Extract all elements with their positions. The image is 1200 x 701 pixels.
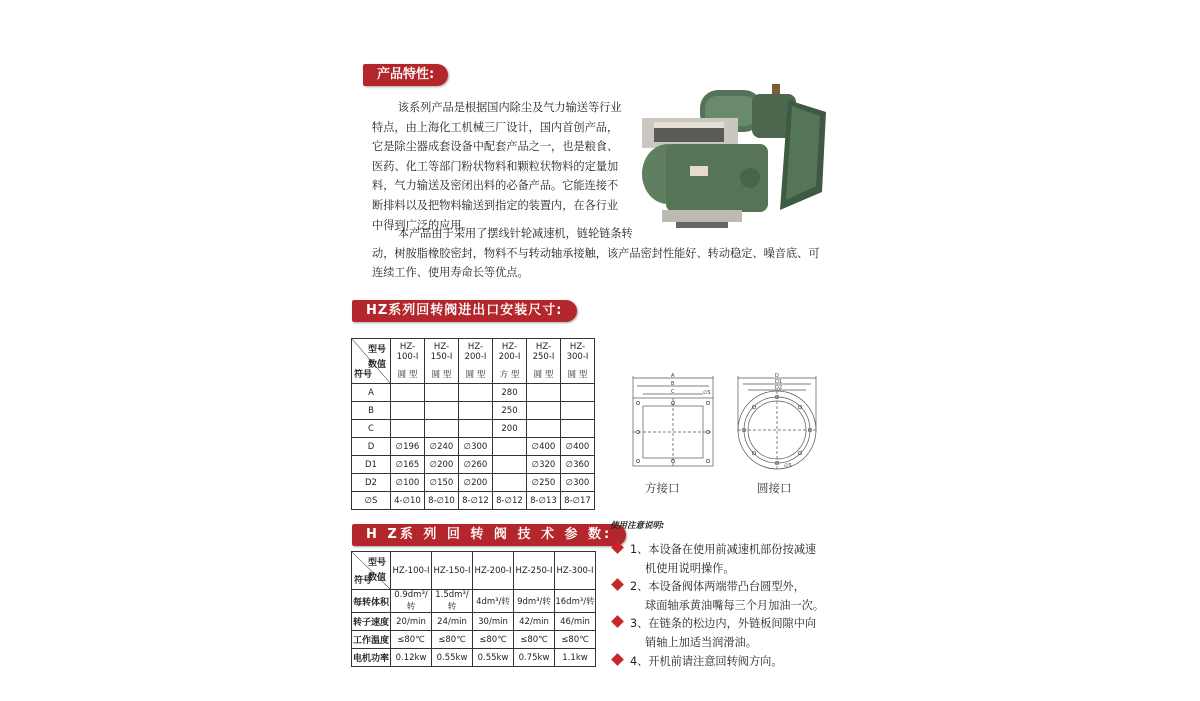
section-title-features: 产品特性: <box>363 64 448 86</box>
model-header: HZ-150-Ⅰ 圆 型 <box>425 339 459 384</box>
table-row: 每转体积 0.9dm³/转 1.5dm³/转 4dm³/转 9dm³/转 16dm³/转 <box>352 590 595 612</box>
text-line: 料，气力输送及密闭出料的必备产品。它能连接不 <box>372 179 619 193</box>
model-header: HZ-100-Ⅰ <box>391 552 432 590</box>
features-paragraph-1 <box>372 98 640 235</box>
text-line: 特点，由上海化工机械三厂设计，国内首创产品， <box>372 120 619 134</box>
round-flange-diagram <box>734 372 820 472</box>
table-row: ∅S 4-∅10 8-∅10 8-∅12 8-∅12 8-∅13 8-∅17 <box>352 492 595 510</box>
corner-model-label: 型号 <box>367 345 386 355</box>
dim-label-d: D <box>775 373 779 379</box>
corner-symbol-label: 符号 <box>354 370 373 380</box>
text-line: 医药、化工等部门粉状物料和颗粒状物料的定量加 <box>372 159 619 173</box>
square-port-caption: 方接口 <box>645 481 680 495</box>
dim-label-d2: D2 <box>775 385 783 391</box>
table-corner-header <box>352 339 391 384</box>
table-row: 工作温度 ≤80℃ ≤80℃ ≤80℃ ≤80℃ ≤80℃ <box>352 631 596 649</box>
section-title-parameters: H Z系 列 回 转 阀 技 术 参 数: <box>352 524 626 546</box>
model-header: HZ-250-Ⅰ <box>514 552 555 590</box>
text-line: 中得到广泛的应用。 <box>372 218 473 232</box>
text-line: 本产品由于采用了摆线针轮减速机，链轮链条转 <box>397 227 633 240</box>
note-item: 3、在链条的松边内，外链板间隙中向 销轴上加适当润滑油。 <box>611 614 816 652</box>
dimension-table <box>351 338 595 510</box>
diamond-bullet-icon <box>611 541 624 554</box>
model-header: HZ-250-Ⅰ 圆 型 <box>527 339 561 384</box>
text-line: 它是除尘器成套设备中配套产品之一，也是粮食、 <box>372 140 619 154</box>
dim-label-s: ∅S <box>703 390 711 396</box>
table-corner-header <box>352 552 391 590</box>
square-flange-diagram <box>627 372 719 472</box>
rotary-valve-photo <box>640 82 830 232</box>
text-line: 动，树胺脂橡胶密封，物料不与转动轴承接触，该产品密封性能好、转动稳定、噪音底、可 <box>372 246 820 260</box>
corner-value-label: 数值 <box>367 360 386 370</box>
table-row: 转子速度 20/min 24/min 30/min 42/min 46/min <box>352 613 596 631</box>
dim-label-b: B <box>671 381 675 387</box>
table-row: C 200 <box>352 420 595 438</box>
features-paragraph-2 <box>372 224 832 283</box>
table-row: D1 ∅165 ∅200 ∅260 ∅320 ∅360 <box>352 456 595 474</box>
model-header: HZ-150-Ⅰ <box>432 552 473 590</box>
dim-label-s: ∅S <box>784 463 792 469</box>
dim-label-a: A <box>671 373 675 379</box>
table-row: D2 ∅100 ∅150 ∅200 ∅250 ∅300 <box>352 474 595 492</box>
table-row: A 280 <box>352 384 595 402</box>
model-header: HZ-200-Ⅰ 方 型 <box>493 339 527 384</box>
corner-symbol-label: 符号 <box>354 576 373 586</box>
round-port-caption: 圆接口 <box>757 481 792 495</box>
parameter-table <box>351 551 596 667</box>
table-row: 电机功率 0.12kw 0.55kw 0.55kw 0.75kw 1.1kw <box>352 649 596 667</box>
model-header: HZ-200-Ⅰ 圆 型 <box>459 339 493 384</box>
diamond-bullet-icon <box>611 578 624 591</box>
model-header: HZ-200-Ⅰ <box>473 552 514 590</box>
corner-model-label: 型号 <box>367 558 386 568</box>
diamond-bullet-icon <box>611 615 624 628</box>
dim-label-d1: D1 <box>775 379 783 385</box>
section-title-dimensions: HZ系列回转阀进出口安装尺寸: <box>352 300 577 322</box>
notes-title: 使用注意说明: <box>610 521 665 531</box>
text-line: 连续工作、使用寿命长等优点。 <box>372 266 529 280</box>
model-header: HZ-100-Ⅰ 圆 型 <box>391 339 425 384</box>
note-item: 1、本设备在使用前减速机部份按减速 机使用说明操作。 <box>611 540 816 578</box>
note-item: 2、本设备阀体两端带凸台圆型外， 球面轴承黄油嘴每三个月加油一次。 <box>611 577 824 615</box>
model-header: HZ-300-Ⅰ <box>555 552 596 590</box>
corner-value-label: 数值 <box>367 573 386 583</box>
table-row: B 250 <box>352 402 595 420</box>
diamond-bullet-icon <box>611 653 624 666</box>
model-header: HZ-300-Ⅰ 圆 型 <box>561 339 595 384</box>
text-line: 该系列产品是根据国内除尘及气力输送等行业 <box>397 101 622 114</box>
dim-label-c: C <box>671 389 675 395</box>
table-row: D ∅196 ∅240 ∅300 ∅400 ∅400 <box>352 438 595 456</box>
note-item: 4、开机前请注意回转阀方向。 <box>611 652 783 671</box>
text-line: 断排料以及把物料输送到指定的装置内，在各行业 <box>372 198 619 212</box>
